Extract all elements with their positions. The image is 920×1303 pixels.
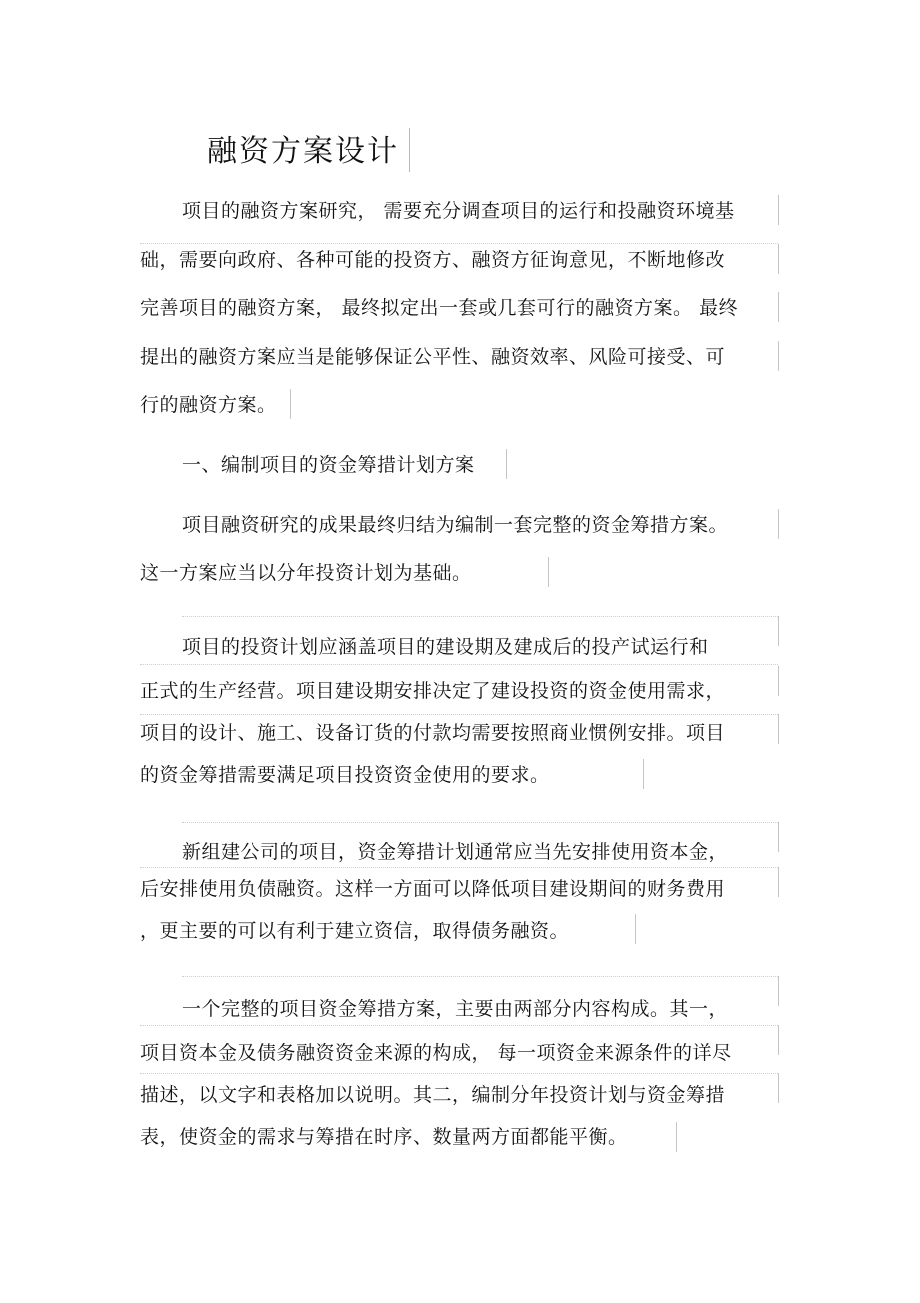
- paragraph-1-line: 项目的融资方案研究， 需要充分调查项目的运行和投融资环境基: [182, 200, 735, 222]
- line-marker: [778, 1025, 779, 1055]
- line-marker: [778, 616, 779, 646]
- line-marker: [778, 976, 779, 1006]
- line-marker: [506, 449, 507, 479]
- paragraph-3-line: 项目的设计、施工、设备订货的付款均需要按照商业惯例安排。项目: [140, 722, 726, 744]
- paragraph-1-line: 完善项目的融资方案， 最终拟定出一套或几套可行的融资方案。 最终: [140, 297, 739, 319]
- paragraph-5-line: 项目资本金及债务融资资金来源的构成， 每一项资金来源条件的详尽: [140, 1042, 732, 1064]
- paragraph-5-line: 表，使资金的需求与筹措在时序、数量两方面都能平衡。: [140, 1126, 628, 1148]
- line-marker: [778, 666, 779, 696]
- line-marker: [548, 557, 549, 587]
- line-guide: [182, 976, 778, 977]
- line-marker: [778, 341, 779, 371]
- document-title: 融资方案设计: [207, 134, 399, 169]
- paragraph-4-line: 新组建公司的项目，资金筹措计划通常应当先安排使用资本金，: [182, 841, 729, 863]
- line-marker: [778, 292, 779, 322]
- cursor-bar: [409, 128, 410, 172]
- line-marker: [778, 244, 779, 274]
- section-heading: 一、编制项目的资金筹措计划方案: [182, 454, 475, 476]
- paragraph-3-line: 的资金筹措需要满足项目投资资金使用的要求。: [140, 764, 550, 786]
- line-guide: [140, 243, 778, 244]
- line-marker: [778, 867, 779, 897]
- paragraph-3-line: 项目的投资计划应涵盖项目的建设期及建成后的投产试运行和: [182, 636, 709, 658]
- paragraph-5-line: 描述，以文字和表格加以说明。其二，编制分年投资计划与资金筹措: [140, 1084, 726, 1106]
- line-marker: [676, 1122, 677, 1152]
- line-marker: [778, 1073, 779, 1103]
- line-guide: [182, 616, 778, 617]
- line-guide: [140, 664, 778, 665]
- line-marker: [635, 914, 636, 944]
- line-marker: [643, 759, 644, 789]
- line-guide: [140, 1073, 778, 1074]
- paragraph-1-line: 础，需要向政府、各种可能的投资方、融资方征询意见，不断地修改: [140, 249, 726, 271]
- line-marker: [778, 195, 779, 225]
- paragraph-4-line: ，更主要的可以有利于建立资信，取得债务融资。: [140, 920, 570, 942]
- paragraph-5-line: 一个完整的项目资金筹措方案，主要由两部分内容构成。其一，: [182, 998, 729, 1020]
- line-guide: [140, 867, 778, 868]
- line-guide: [140, 1025, 778, 1026]
- paragraph-1-line: 行的融资方案。: [140, 394, 277, 416]
- paragraph-2-line: 项目融资研究的成果最终归结为编制一套完整的资金筹措方案。: [182, 514, 729, 536]
- line-guide: [182, 822, 778, 823]
- line-marker: [778, 714, 779, 744]
- line-guide: [140, 714, 778, 715]
- line-marker: [290, 389, 291, 419]
- line-marker: [778, 509, 779, 539]
- line-marker: [778, 822, 779, 852]
- paragraph-3-line: 正式的生产经营。项目建设期安排决定了建设投资的资金使用需求，: [140, 680, 726, 702]
- paragraph-1-line: 提出的融资方案应当是能够保证公平性、融资效率、风险可接受、可: [140, 346, 726, 368]
- paragraph-2-line: 这一方案应当以分年投资计划为基础。: [140, 562, 472, 584]
- paragraph-4-line: 后安排使用负债融资。这样一方面可以降低项目建设期间的财务费用: [140, 878, 726, 900]
